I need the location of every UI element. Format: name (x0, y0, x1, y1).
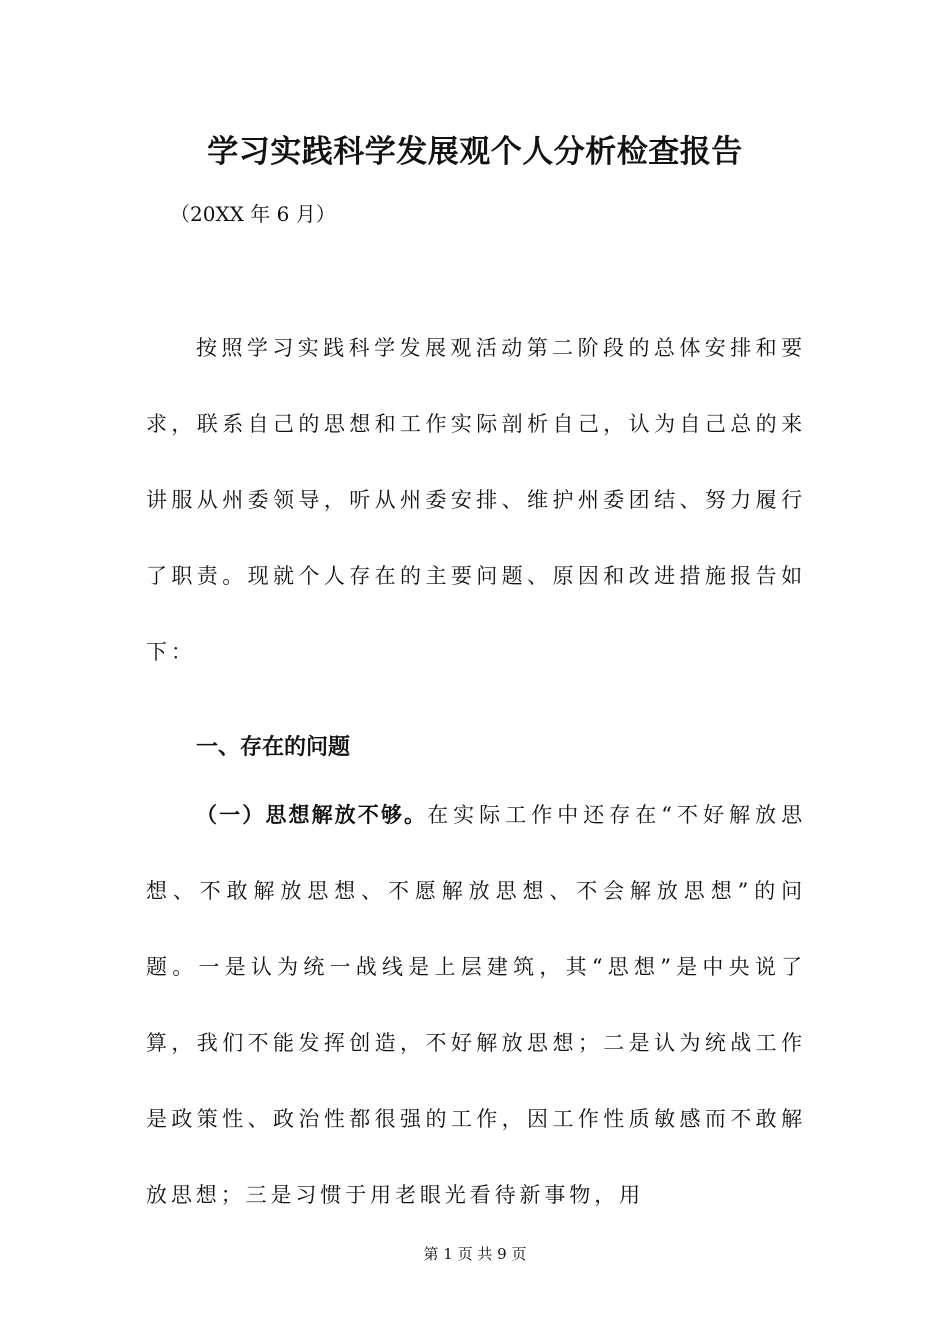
document-title: 学习实践科学发展观个人分析检查报告 (207, 134, 743, 170)
subsection-lead: （一）思想解放不够。 (196, 803, 428, 827)
intro-paragraph: 按照学习实践科学发展观活动第二阶段的总体安排和要求，联系自己的思想和工作实际剖析自己，认为自己总的来讲服从州委领导，听从州委安排、维护州委团结、努力履行了职责。现就个人存在的主要问题、原因和改进措施报告如下： (146, 336, 806, 664)
document-date: （20XX 年 6 月） (170, 202, 336, 226)
subsection-paragraph (146, 777, 806, 1233)
section-heading: 一、存在的问题 (196, 735, 351, 760)
page-footer: 第 1 页 共 9 页 (423, 1245, 527, 1263)
subsection-body: 在实际工作中还存在“不好解放思想、不敢解放思想、不愿解放思想、不会解放思想”的问题。一是认为统一战线是上层建筑，其“思想”是中央说了算，我们不能发挥创造，不好解放思想；二是认为统战工作是政策性、政治性都很强的工作，因工作性质敏感而不敢解放思想；三是习惯于用老眼光看待新事物，用 (146, 803, 806, 1207)
